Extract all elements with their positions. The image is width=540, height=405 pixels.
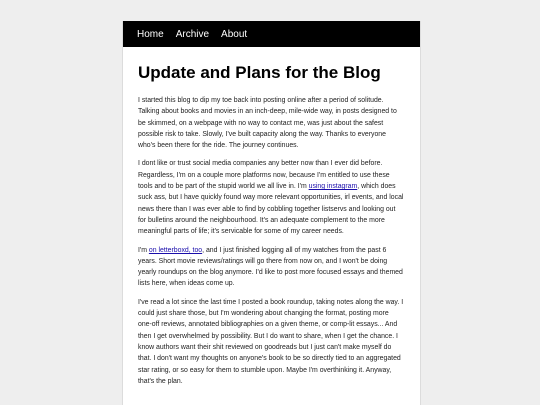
paragraph-text: I dont like or trust social media companies any better now than I ever did before. Regardless, I'm on a couple more platforms now, because I'm entitled to use these tools and to be part of the stupid world we all live in. I'm: [138, 160, 390, 191]
post-paragraph-4: I've read a lot since the last time I posted a book roundup, taking notes along the way. I could just share those, but I'm wondering about changing the format, posting more one-off reviews, annotated bibliographies on a given theme, or comp-lit essays... And then I get overwhelmed by possibility. But I do want to share, when I get the chance. I know authors want their shit reviewed on goodreads but I just can't make myself do that. I don't want my thoughts on anyone's book to be so directly tied to an aggregated star rating, or so easy for them to stumble upon. Maybe I'm overthinking it. Anyway, that's the plan.: [138, 298, 404, 385]
post-title: Update and Plans for the Blog: [138, 63, 381, 82]
nav-home-link[interactable]: Home: [137, 28, 164, 40]
nav-about-link[interactable]: About: [221, 28, 248, 40]
instagram-link[interactable]: using instagram: [308, 183, 358, 191]
paragraph-text: I'm: [138, 246, 149, 254]
post-paragraph-3: [138, 245, 404, 290]
nav-archive-link[interactable]: Archive: [175, 28, 210, 40]
paragraph-text: , which does suck ass, but I have quickly found way more relevant opportunities, irl events, and local news there than I was ever able to find by cobbling together listservs and looking out for bulletins around the neighbourhood. It's an adequate complement to the more meaningful parts of life; it's servicable for some of my career needs.: [138, 183, 404, 236]
post-article: [123, 63, 420, 387]
post-paragraph-2: [138, 158, 404, 237]
top-nav: [123, 21, 420, 47]
letterboxd-link[interactable]: on letterboxd, too: [148, 246, 203, 254]
paragraph-text: , and I just finished logging all of my watches from the past 6 years. Short movie reviews/ratings will go there from now on, and I won't be doing yearly roundups on the blog anymore. I'd like to post more focused essays and themed lists here, when ideas come up.: [138, 246, 403, 288]
page-container: [122, 21, 421, 405]
post-paragraph-1: I started this blog to dip my toe back into posting online after a period of solitude. Talking about books and movies in an inch-deep, mile-wide way, in posts designed to be skimmed, on a webpage with no way to contact me, was just about the safest possible risk to take. Slowly, I've built capacity along the way. Thanks to everyone who's been there for the ride. The journey continues.: [138, 97, 397, 150]
